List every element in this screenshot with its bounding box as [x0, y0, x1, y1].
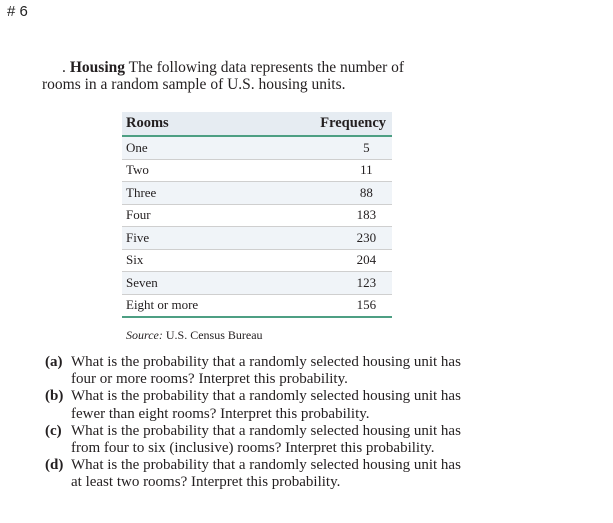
question-text: What is the probability that a randomly selected housing unit has four or more rooms? Interpret this probability.: [71, 354, 461, 388]
table-source: [126, 328, 263, 343]
problem-number: # 6: [7, 3, 28, 20]
question-item: [45, 423, 465, 457]
question-item: [45, 354, 465, 388]
table-header-row: [122, 112, 392, 136]
question-list: [45, 354, 465, 492]
table-row: [122, 272, 392, 295]
table-row: [122, 182, 392, 205]
question-item: [45, 388, 465, 422]
rooms-cell: Four: [122, 204, 215, 227]
problem-intro: [42, 59, 442, 93]
rooms-cell: Two: [122, 159, 215, 182]
column-header-frequency: Frequency: [215, 112, 392, 136]
frequency-cell: 88: [215, 182, 392, 205]
question-label: (c): [45, 422, 62, 439]
rooms-cell: Five: [122, 227, 215, 250]
rooms-cell: One: [122, 136, 215, 159]
frequency-cell: 156: [215, 294, 392, 317]
frequency-cell: 5: [215, 136, 392, 159]
table-row: [122, 249, 392, 272]
problem-title: Housing: [69, 59, 126, 76]
source-text: U.S. Census Bureau: [165, 328, 263, 342]
frequency-cell: 123: [215, 272, 392, 295]
table-row: [122, 294, 392, 317]
source-label: Source:: [126, 328, 163, 342]
frequency-cell: 183: [215, 204, 392, 227]
problem-description: The following data represents the number of rooms in a random sample of U.S. housing units.: [42, 59, 405, 93]
question-text: What is the probability that a randomly selected housing unit has from four to six (inclusive) rooms? Interpret this probability.: [71, 422, 461, 457]
rooms-cell: Seven: [122, 272, 215, 295]
question-label: (b): [45, 388, 64, 405]
column-header-rooms: Rooms: [122, 112, 215, 136]
frequency-table: [122, 112, 392, 318]
question-label: (a): [45, 354, 63, 370]
question-text: What is the probability that a randomly selected housing unit has at least two rooms? Interpret this probability.: [71, 457, 461, 491]
table-row: [122, 159, 392, 182]
question-item: [45, 457, 465, 491]
table-row: [122, 227, 392, 250]
question-label: (d): [45, 457, 64, 474]
rooms-cell: Six: [122, 249, 215, 272]
frequency-cell: 230: [215, 227, 392, 250]
bullet-dot: .: [62, 59, 66, 76]
question-text: What is the probability that a randomly selected housing unit has fewer than eight rooms? Interpret this probability.: [71, 388, 461, 422]
rooms-cell: Eight or more: [122, 294, 215, 317]
table-row: [122, 204, 392, 227]
table-row: [122, 136, 392, 159]
rooms-cell: Three: [122, 182, 215, 205]
frequency-cell: 204: [215, 249, 392, 272]
frequency-cell: 11: [215, 159, 392, 182]
